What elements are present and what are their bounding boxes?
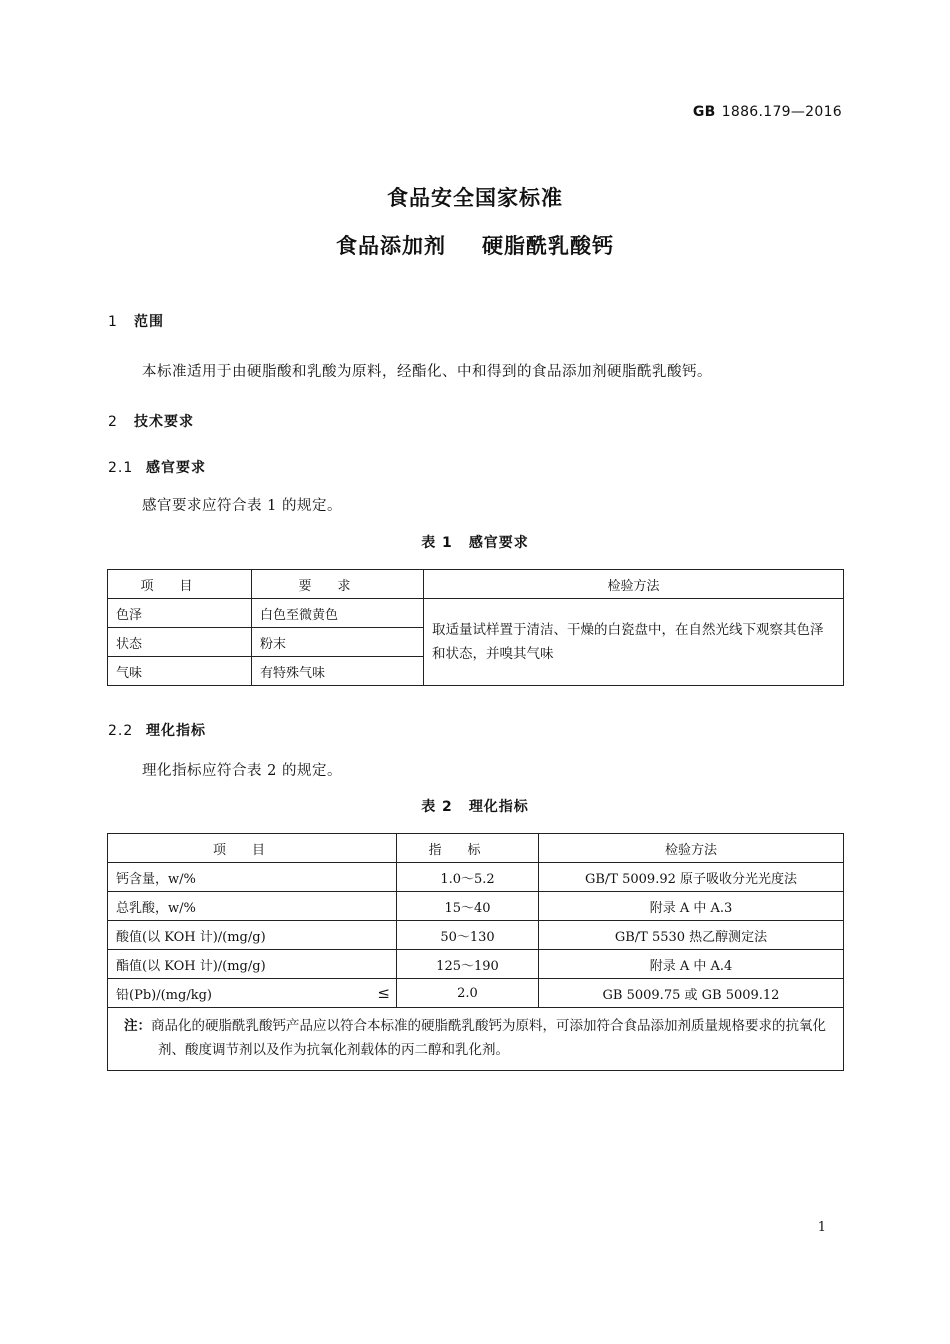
- item-label: 酯值(以 KOH 计)/(mg/g): [116, 958, 266, 974]
- table-note: [108, 1008, 844, 1071]
- section-2-2-heading: [108, 720, 206, 740]
- section-number: 2: [108, 414, 118, 430]
- document-subtitle: [0, 230, 950, 260]
- item-cell: [108, 979, 397, 1008]
- item-cell: [108, 863, 397, 892]
- header-requirement: 要求: [252, 570, 424, 599]
- section-number: 2.1: [108, 460, 134, 476]
- subtitle-product: 硬脂酰乳酸钙: [482, 234, 614, 258]
- table-note-row: [108, 1008, 844, 1071]
- section-1-heading: [108, 311, 164, 331]
- sensory-requirements-table: [107, 569, 844, 686]
- value-cell: 50～130: [397, 921, 539, 950]
- requirement-cell: 粉末: [252, 628, 424, 657]
- item-label: 钙含量，w/%: [116, 871, 196, 887]
- table-header-row: [108, 834, 844, 863]
- standard-code: [693, 104, 842, 120]
- item-label: 铅(Pb)/(mg/kg): [116, 987, 212, 1003]
- table-row: [108, 863, 844, 892]
- table-row: [108, 950, 844, 979]
- value-cell: 1.0～5.2: [397, 863, 539, 892]
- value-cell: 125～190: [397, 950, 539, 979]
- item-label: 酸值(以 KOH 计)/(mg/g): [116, 929, 266, 945]
- section-2-1-heading: [108, 457, 206, 477]
- header-item: 项目: [108, 570, 252, 599]
- section-2-2-text: 理化指标应符合表 2 的规定。: [142, 763, 342, 779]
- standard-number: 1886.179—2016: [721, 104, 842, 120]
- method-cell: GB/T 5530 热乙醇测定法: [539, 921, 844, 950]
- qualifier: ≤: [377, 983, 390, 1002]
- section-title: 理化指标: [146, 723, 206, 739]
- table-row: [108, 921, 844, 950]
- section-number: 1: [108, 314, 118, 330]
- requirement-cell: 有特殊气味: [252, 657, 424, 686]
- requirement-cell: 白色至微黄色: [252, 599, 424, 628]
- document-title: 食品安全国家标准: [387, 186, 563, 210]
- section-2-1-text: 感官要求应符合表 1 的规定。: [142, 498, 342, 514]
- section-title: 技术要求: [134, 414, 194, 430]
- value-cell: 15～40: [397, 892, 539, 921]
- header-test-method: 检验方法: [539, 834, 844, 863]
- standard-prefix: GB: [692, 104, 716, 120]
- item-cell: 色泽: [108, 599, 252, 628]
- caption-number: 表 1: [421, 535, 453, 551]
- item-cell: 状态: [108, 628, 252, 657]
- note-text: 商品化的硬脂酰乳酸钙产品应以符合本标准的硬脂酰乳酸钙为原料，可添加符合食品添加剂质量规格要求的抗氧化剂、酸度调节剂以及作为抗氧化剂载体的丙二醇和乳化剂。: [151, 1018, 826, 1058]
- item-cell: [108, 950, 397, 979]
- section-2-heading: [108, 411, 194, 431]
- value-cell: 2.0: [397, 979, 539, 1008]
- item-cell: 气味: [108, 657, 252, 686]
- caption-title: 感官要求: [468, 535, 529, 551]
- section-1-text: 本标准适用于由硬脂酸和乳酸为原料，经酯化、中和得到的食品添加剂硬脂酰乳酸钙。: [142, 364, 712, 380]
- method-cell: 附录 A 中 A.3: [539, 892, 844, 921]
- table-header-row: [108, 570, 844, 599]
- note-label: 注：: [124, 1018, 151, 1034]
- method-cell: GB 5009.75 或 GB 5009.12: [539, 979, 844, 1008]
- page-number: 1: [817, 1220, 826, 1235]
- table-1-caption: [0, 532, 950, 552]
- header-item: 项目: [108, 834, 397, 863]
- table-row: [108, 599, 844, 628]
- section-number: 2.2: [108, 723, 134, 739]
- table-row: [108, 892, 844, 921]
- method-cell: GB/T 5009.92 原子吸收分光光度法: [539, 863, 844, 892]
- item-label: 总乳酸，w/%: [116, 900, 196, 916]
- method-cell: 附录 A 中 A.4: [539, 950, 844, 979]
- item-cell: [108, 921, 397, 950]
- header-indicator: 指标: [397, 834, 539, 863]
- table-row: [108, 979, 844, 1008]
- test-method-cell: 取适量试样置于清洁、干燥的白瓷盘中，在自然光线下观察其色泽和状态，并嗅其气味: [424, 599, 844, 686]
- caption-number: 表 2: [421, 799, 453, 815]
- subtitle-category: 食品添加剂: [336, 234, 446, 258]
- section-title: 范围: [134, 314, 164, 330]
- table-2-caption: [0, 796, 950, 816]
- item-cell: [108, 892, 397, 921]
- section-title: 感官要求: [146, 460, 206, 476]
- physicochemical-indicators-table: [107, 833, 844, 1071]
- header-test-method: 检验方法: [424, 570, 844, 599]
- caption-title: 理化指标: [468, 799, 529, 815]
